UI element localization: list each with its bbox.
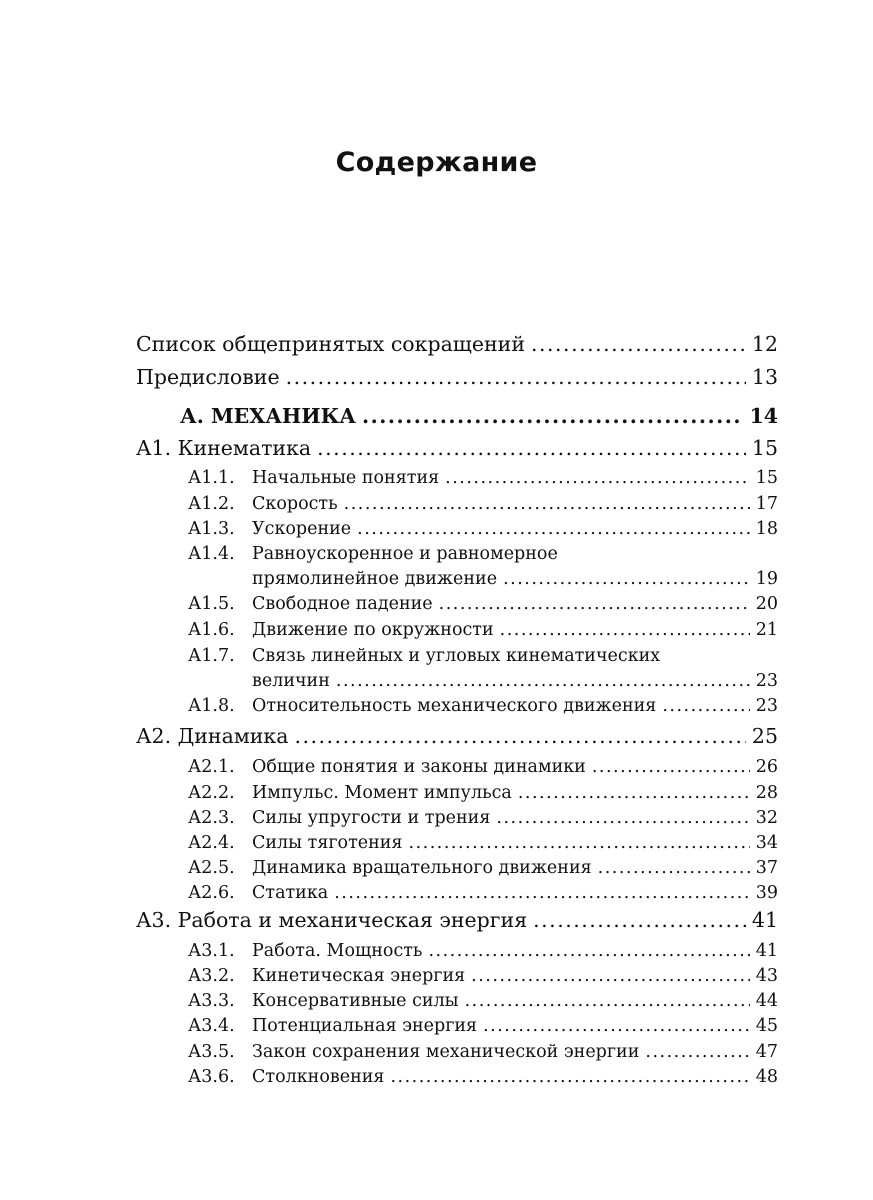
toc-entry[interactable] <box>188 519 778 539</box>
entry-title: Импульс. Момент импульса <box>252 783 512 803</box>
toc-entry-first-line <box>188 544 558 564</box>
page-number: 47 <box>755 1042 778 1062</box>
section-number: А2.5. <box>188 858 235 878</box>
page-number: 12 <box>751 332 778 356</box>
entry-title: Силы упругости и трения <box>252 808 491 828</box>
dot-leader <box>336 671 750 691</box>
entry-title: Ускорение <box>252 519 352 539</box>
dot-leader <box>518 783 750 803</box>
dot-leader <box>662 696 749 716</box>
entry-label <box>188 696 656 716</box>
entry-label: Связь линейных и угловых кинематических <box>252 646 661 666</box>
dot-leader <box>465 991 750 1011</box>
entry-label <box>188 620 494 640</box>
entry-title: Начальные понятия <box>252 468 440 488</box>
entry-title: Силы тяготения <box>252 833 403 853</box>
section-number: А2.2. <box>188 783 235 803</box>
dot-leader <box>344 494 750 514</box>
section-number: А2.3. <box>188 808 235 828</box>
section-number: А3.3. <box>188 991 235 1011</box>
toc-entry[interactable] <box>188 858 778 878</box>
page-number: 32 <box>755 808 778 828</box>
dot-leader <box>471 966 750 986</box>
section-number: А1.8. <box>188 696 235 716</box>
toc-entry[interactable] <box>188 833 778 853</box>
entry-label <box>188 519 351 539</box>
entry-title: Скорость <box>252 494 338 514</box>
page-number: 34 <box>755 833 778 853</box>
dot-leader <box>334 883 749 903</box>
entry-title: Относительность механического движения <box>252 696 657 716</box>
page-number: 23 <box>755 671 778 691</box>
dot-leader <box>390 1067 749 1087</box>
entry-label <box>188 941 422 961</box>
page-number: 41 <box>755 941 778 961</box>
entry-label-continued: величин <box>252 671 330 691</box>
toc-entry[interactable] <box>188 1067 778 1087</box>
entry-title: Движение по окружности <box>252 620 494 640</box>
toc-entry[interactable] <box>188 966 778 986</box>
toc-chapter-entry[interactable] <box>136 436 778 460</box>
section-number: А2.4. <box>188 833 235 853</box>
toc-entry[interactable] <box>188 783 778 803</box>
entry-title: Столкновения <box>252 1067 385 1087</box>
dot-leader <box>531 332 746 356</box>
toc-entry[interactable] <box>188 594 778 614</box>
toc-entry[interactable] <box>252 569 778 589</box>
entry-label <box>188 757 586 777</box>
page-number: 25 <box>751 724 778 748</box>
dot-leader <box>500 620 750 640</box>
entry-label <box>188 594 433 614</box>
dot-leader <box>357 519 750 539</box>
toc-entry[interactable] <box>188 1016 778 1036</box>
page-number: 48 <box>755 1067 778 1087</box>
section-number: А3.4. <box>188 1016 235 1036</box>
entry-title: Работа. Мощность <box>252 941 423 961</box>
section-number: А1.5. <box>188 594 235 614</box>
entry-label <box>188 1042 639 1062</box>
toc-entry-first-line <box>188 646 660 666</box>
entry-label: А3. Работа и механическая энергия <box>136 908 528 932</box>
toc-entry[interactable] <box>188 468 778 488</box>
dot-leader <box>428 941 749 961</box>
page-number: 13 <box>751 365 778 389</box>
toc-chapter-entry[interactable] <box>136 332 778 356</box>
section-number: А3.5. <box>188 1042 235 1062</box>
page-number: 23 <box>755 696 778 716</box>
entry-title: Динамика вращательного движения <box>252 858 592 878</box>
toc-entry[interactable] <box>188 941 778 961</box>
section-number: А1.2. <box>188 494 235 514</box>
dot-leader <box>592 757 750 777</box>
page-number: 45 <box>755 1016 778 1036</box>
toc-entry[interactable] <box>188 1042 778 1062</box>
entry-title: Кинетическая энергия <box>252 966 466 986</box>
dot-leader <box>409 833 750 853</box>
page-number: 20 <box>755 594 778 614</box>
entry-label <box>188 858 592 878</box>
page-number: 21 <box>755 620 778 640</box>
dot-leader <box>598 858 750 878</box>
toc-entry[interactable] <box>188 494 778 514</box>
section-number: А2.6. <box>188 883 235 903</box>
dot-leader <box>286 365 746 389</box>
entry-label <box>188 783 512 803</box>
section-number: А2.1. <box>188 757 235 777</box>
page-number: 15 <box>755 468 778 488</box>
page-number: 37 <box>755 858 778 878</box>
toc-entry[interactable] <box>188 696 778 716</box>
toc-entry[interactable] <box>188 620 778 640</box>
dot-leader <box>645 1042 749 1062</box>
entry-label <box>188 833 403 853</box>
entry-label <box>188 1016 477 1036</box>
entry-label <box>188 468 439 488</box>
entry-label: Список общепринятых сокращений <box>136 332 525 356</box>
entry-title: Свободное падение <box>252 594 433 614</box>
entry-label <box>188 1067 384 1087</box>
entry-label: Равноускоренное и равномерное <box>252 544 558 564</box>
page-number: 44 <box>755 991 778 1011</box>
dot-leader <box>483 1016 750 1036</box>
entry-label <box>188 991 459 1011</box>
entry-label: А1. Кинематика <box>136 436 312 460</box>
page-number: 15 <box>751 436 778 460</box>
toc-entry[interactable] <box>188 757 778 777</box>
entry-label <box>188 494 338 514</box>
page-number: 28 <box>755 783 778 803</box>
dot-leader <box>362 404 743 428</box>
toc-entry[interactable] <box>188 883 778 903</box>
section-number: А3.6. <box>188 1067 235 1087</box>
entry-label: Предисловие <box>136 365 280 389</box>
dot-leader <box>439 594 750 614</box>
toc-part-heading[interactable] <box>180 404 778 428</box>
entry-label <box>188 808 490 828</box>
section-number: А1.1. <box>188 468 235 488</box>
dot-leader <box>496 808 749 828</box>
dot-leader <box>294 724 745 748</box>
toc-entry[interactable] <box>252 671 778 691</box>
dot-leader <box>317 436 746 460</box>
entry-label <box>188 966 465 986</box>
section-number: А1.4. <box>188 544 235 564</box>
page-number: 39 <box>755 883 778 903</box>
entry-title: Консервативные силы <box>252 991 459 1011</box>
entry-title: Потенциальная энергия <box>252 1016 478 1036</box>
entry-label-continued: прямолинейное движение <box>252 569 498 589</box>
toc-chapter-entry[interactable] <box>136 365 778 389</box>
page-number: 43 <box>755 966 778 986</box>
entry-label: А2. Динамика <box>136 724 289 748</box>
dot-leader <box>533 908 746 932</box>
page-number: 19 <box>755 569 778 589</box>
section-number: А1.7. <box>188 646 235 666</box>
section-number: А3.1. <box>188 941 235 961</box>
page-number: 18 <box>755 519 778 539</box>
page-number: 14 <box>749 404 778 428</box>
dot-leader <box>503 569 750 589</box>
toc-chapter-entry[interactable] <box>136 724 778 748</box>
toc-entry[interactable] <box>188 991 778 1011</box>
entry-label <box>188 883 328 903</box>
dot-leader <box>445 468 750 488</box>
section-number: А1.3. <box>188 519 235 539</box>
section-number: А1.6. <box>188 620 235 640</box>
entry-title: Общие понятия и законы динамики <box>252 757 586 777</box>
page-number: 17 <box>755 494 778 514</box>
section-number: А3.2. <box>188 966 235 986</box>
entry-label: А. МЕХАНИКА <box>180 404 356 428</box>
entry-title: Статика <box>252 883 329 903</box>
toc-chapter-entry[interactable] <box>136 908 778 932</box>
page-number: 26 <box>755 757 778 777</box>
entry-title: Закон сохранения механической энергии <box>252 1042 640 1062</box>
toc-entry[interactable] <box>188 808 778 828</box>
page-number: 41 <box>751 908 778 932</box>
page-title: Содержание <box>335 147 538 178</box>
